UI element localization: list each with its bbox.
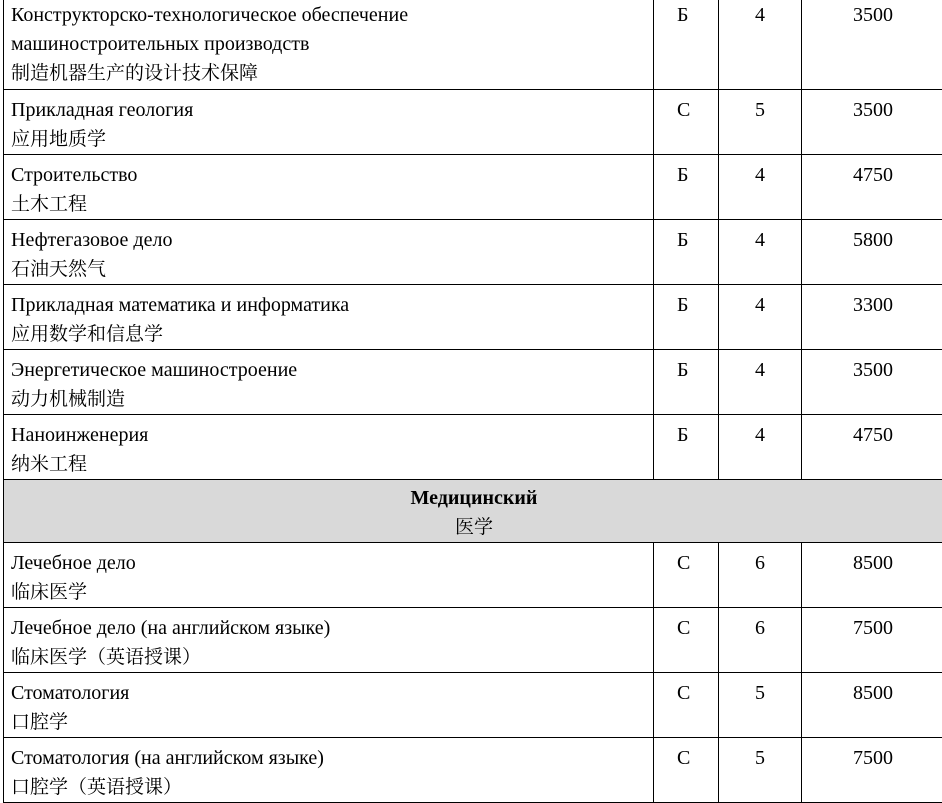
program-price: 5800 bbox=[802, 220, 942, 285]
program-name-cn: 口腔学（英语授课） bbox=[11, 773, 647, 802]
table-row bbox=[4, 608, 942, 673]
program-price: 8500 bbox=[802, 673, 942, 738]
program-level: Б bbox=[654, 155, 719, 220]
program-years: 6 bbox=[719, 608, 802, 673]
program-years: 4 bbox=[719, 415, 802, 480]
program-name-cn: 应用数学和信息学 bbox=[11, 320, 647, 349]
program-name-ru: Лечебное дело (на английском языке) bbox=[11, 614, 647, 643]
program-name-ru: Энергетическое машиностроение bbox=[11, 356, 647, 385]
table-row bbox=[4, 155, 942, 220]
program-name-ru: Стоматология (на английском языке) bbox=[11, 744, 647, 773]
section-header-row bbox=[4, 480, 942, 543]
program-years: 5 bbox=[719, 90, 802, 155]
program-price: 3500 bbox=[802, 0, 942, 90]
section-title-ru: Медицинский bbox=[10, 484, 938, 513]
section-title-cn: 医学 bbox=[10, 513, 938, 542]
program-name-cell bbox=[4, 285, 654, 350]
table-row bbox=[4, 90, 942, 155]
program-price: 7500 bbox=[802, 608, 942, 673]
program-name-ru: Конструкторско-технологическое обеспечение bbox=[11, 1, 647, 30]
program-name-cell bbox=[4, 543, 654, 608]
table-row bbox=[4, 738, 942, 803]
program-level: Б bbox=[654, 415, 719, 480]
program-name-ru: Прикладная математика и информатика bbox=[11, 291, 647, 320]
table-row bbox=[4, 350, 942, 415]
table-row bbox=[4, 220, 942, 285]
program-name-cn: 临床医学（英语授课） bbox=[11, 643, 647, 672]
program-name-ru: Нефтегазовое дело bbox=[11, 226, 647, 255]
program-level: Б bbox=[654, 350, 719, 415]
program-price: 3300 bbox=[802, 285, 942, 350]
program-name-cell bbox=[4, 738, 654, 803]
table-row bbox=[4, 415, 942, 480]
table-row bbox=[4, 0, 942, 90]
program-years: 4 bbox=[719, 220, 802, 285]
program-years: 6 bbox=[719, 543, 802, 608]
program-name-ru: Наноинженерия bbox=[11, 421, 647, 450]
table-row bbox=[4, 285, 942, 350]
program-years: 5 bbox=[719, 673, 802, 738]
program-level: С bbox=[654, 673, 719, 738]
program-name-cn: 临床医学 bbox=[11, 578, 647, 607]
program-name-cell bbox=[4, 608, 654, 673]
program-name-ru: Стоматология bbox=[11, 679, 647, 708]
program-name-ru: Строительство bbox=[11, 161, 647, 190]
program-name-ru: Лечебное дело bbox=[11, 549, 647, 578]
program-years: 4 bbox=[719, 285, 802, 350]
program-name-cell bbox=[4, 673, 654, 738]
program-price: 8500 bbox=[802, 543, 942, 608]
program-name-cn: 土木工程 bbox=[11, 190, 647, 219]
program-name-cn: 口腔学 bbox=[11, 708, 647, 737]
program-level: С bbox=[654, 543, 719, 608]
program-years: 5 bbox=[719, 738, 802, 803]
section-header bbox=[4, 480, 942, 543]
program-name-cell bbox=[4, 415, 654, 480]
program-level: С bbox=[654, 608, 719, 673]
program-price: 3500 bbox=[802, 350, 942, 415]
program-price: 4750 bbox=[802, 415, 942, 480]
table-row bbox=[4, 673, 942, 738]
program-price: 4750 bbox=[802, 155, 942, 220]
programs-table bbox=[3, 0, 942, 803]
program-name-cell bbox=[4, 0, 654, 90]
program-price: 3500 bbox=[802, 90, 942, 155]
program-level: Б bbox=[654, 220, 719, 285]
table-row bbox=[4, 543, 942, 608]
program-name-cell bbox=[4, 220, 654, 285]
program-name-cell bbox=[4, 90, 654, 155]
program-years: 4 bbox=[719, 350, 802, 415]
program-name-cn: 制造机器生产的设计技术保障 bbox=[11, 59, 647, 88]
program-name-cell bbox=[4, 350, 654, 415]
program-level: С bbox=[654, 738, 719, 803]
program-name-cn: 石油天然气 bbox=[11, 255, 647, 284]
program-level: С bbox=[654, 90, 719, 155]
program-name-cn: 应用地质学 bbox=[11, 125, 647, 154]
program-name-cn: 动力机械制造 bbox=[11, 385, 647, 414]
program-name-ru: Прикладная геология bbox=[11, 96, 647, 125]
program-level: Б bbox=[654, 0, 719, 90]
program-years: 4 bbox=[719, 155, 802, 220]
program-price: 7500 bbox=[802, 738, 942, 803]
program-name-cell bbox=[4, 155, 654, 220]
program-name-ru-cont: машиностроительных производств bbox=[11, 30, 647, 59]
program-years: 4 bbox=[719, 0, 802, 90]
program-name-cn: 纳米工程 bbox=[11, 450, 647, 479]
program-level: Б bbox=[654, 285, 719, 350]
